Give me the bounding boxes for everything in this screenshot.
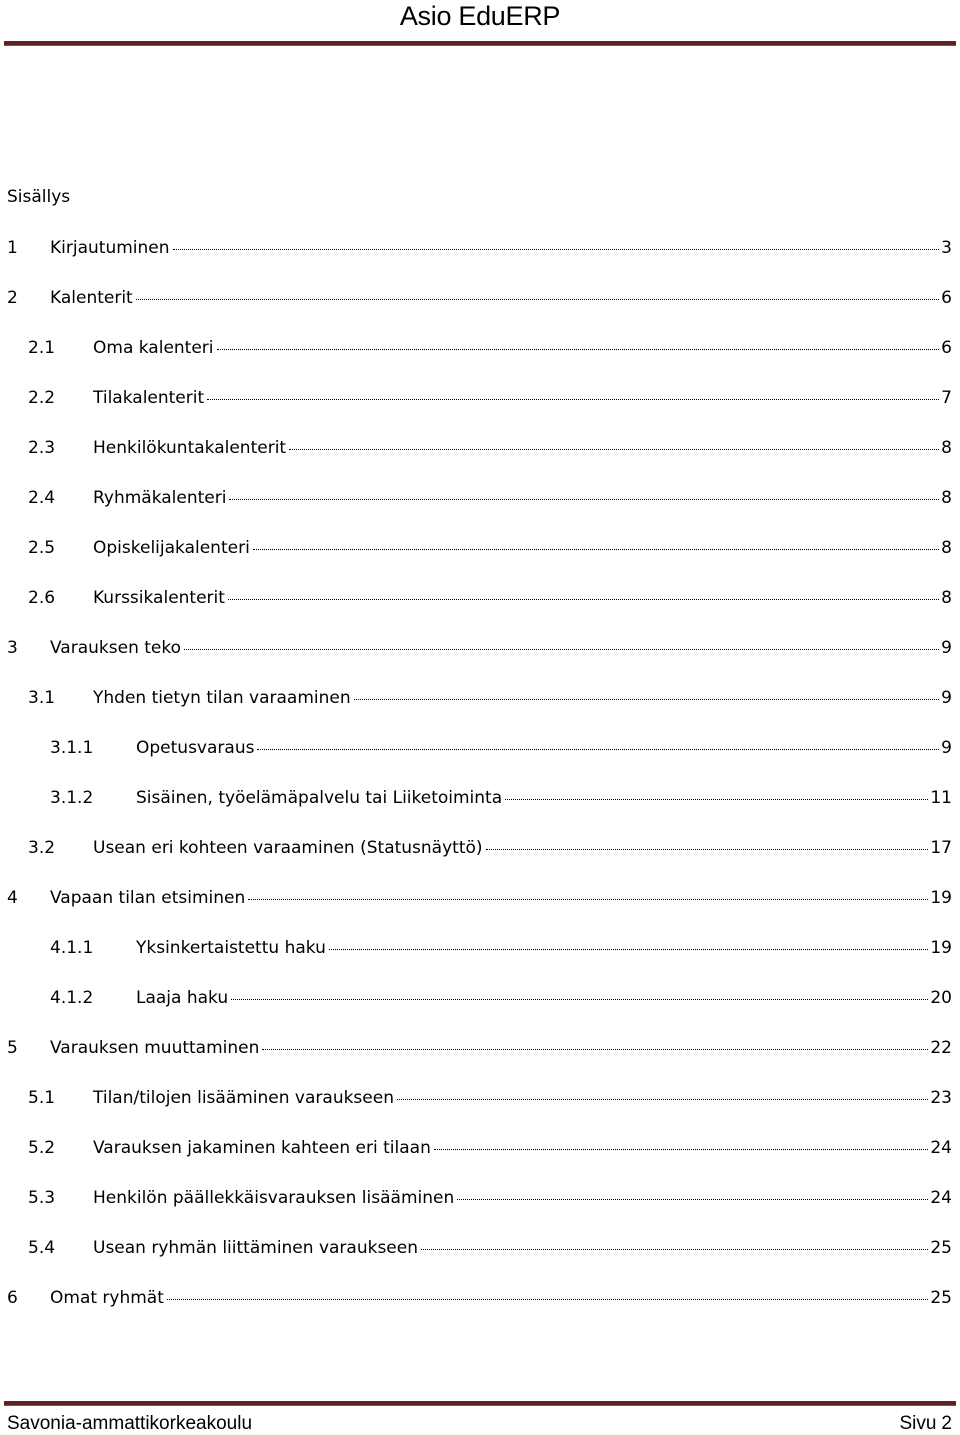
toc-entry-title: Omat ryhmät	[50, 1288, 164, 1308]
toc-dot-leader	[231, 998, 928, 1000]
toc-dot-leader	[136, 298, 939, 300]
toc-entry[interactable]	[0, 886, 952, 910]
footer-divider	[4, 1401, 956, 1406]
footer-page-label: Sivu	[899, 1413, 937, 1434]
toc-entry[interactable]	[0, 1086, 952, 1110]
toc-entry-number: 5.3	[28, 1188, 56, 1208]
toc-entry-page-number: 3	[941, 238, 952, 258]
toc-entry-title: Kurssikalenterit	[93, 588, 225, 608]
toc-entry-title: Yksinkertaistettu haku	[136, 938, 326, 958]
toc-entry-page-number: 7	[941, 388, 952, 408]
toc-entry-number: 5	[7, 1038, 18, 1058]
toc-entry-title: Laaja haku	[136, 988, 229, 1008]
toc-entry[interactable]	[0, 486, 952, 510]
toc-entry-number: 1	[7, 238, 18, 258]
toc-entry-title: Varauksen jakaminen kahteen eri tilaan	[93, 1138, 431, 1158]
toc-entry-title: Kalenterit	[50, 288, 133, 308]
toc-entry-title: Kirjautuminen	[50, 238, 170, 258]
toc-dot-leader	[253, 548, 939, 550]
toc-entry-number: 3.1.2	[50, 788, 94, 808]
toc-entry[interactable]	[0, 986, 952, 1010]
toc-entry-page-number: 24	[930, 1188, 952, 1208]
toc-dot-leader	[434, 1148, 929, 1150]
toc-entry[interactable]	[0, 436, 952, 460]
toc-entry-title: Vapaan tilan etsiminen	[50, 888, 246, 908]
toc-entry-number: 4	[7, 888, 18, 908]
toc-entry[interactable]	[0, 686, 952, 710]
toc-dot-leader	[217, 348, 940, 350]
toc-entry-page-number: 17	[930, 838, 952, 858]
toc-entry-number: 2.3	[28, 438, 56, 458]
toc-dot-leader	[229, 498, 939, 500]
toc-entry-number: 2.5	[28, 538, 56, 558]
toc-entry-title: Usean ryhmän liittäminen varaukseen	[93, 1238, 419, 1258]
toc-entry-number: 3.1.1	[50, 738, 94, 758]
toc-entry[interactable]	[0, 786, 952, 810]
toc-entry-number: 3.2	[28, 838, 56, 858]
toc-entry[interactable]	[0, 936, 952, 960]
toc-entry[interactable]	[0, 636, 952, 660]
toc-entry-number: 3	[7, 638, 18, 658]
toc-entry[interactable]	[0, 736, 952, 760]
toc-dot-leader	[457, 1198, 928, 1200]
footer-organization: Savonia-ammattikorkeakoulu	[7, 1413, 253, 1434]
toc-entry-number: 2.1	[28, 338, 56, 358]
toc-entry-page-number: 25	[930, 1288, 952, 1308]
toc-entry-number: 5.1	[28, 1088, 56, 1108]
toc-entry-page-number: 8	[941, 588, 952, 608]
toc-entry-title: Tilan/tilojen lisääminen varaukseen	[93, 1088, 394, 1108]
toc-dot-leader	[397, 1098, 928, 1100]
toc-dot-leader	[329, 948, 929, 950]
toc-entry-number: 5.2	[28, 1138, 56, 1158]
toc-entry-number: 4.1.2	[50, 988, 94, 1008]
toc-dot-leader	[257, 748, 939, 750]
toc-entry-page-number: 6	[941, 288, 952, 308]
toc-entry-title: Usean eri kohteen varaaminen (Statusnäyttö)	[93, 838, 483, 858]
toc-entry-page-number: 22	[930, 1038, 952, 1058]
toc-dot-leader	[248, 898, 928, 900]
toc-entry[interactable]	[0, 1136, 952, 1160]
toc-entry-title: Yhden tietyn tilan varaaminen	[93, 688, 351, 708]
toc-entry-page-number: 8	[941, 488, 952, 508]
toc-entry-page-number: 11	[930, 788, 952, 808]
toc-dot-leader	[421, 1248, 928, 1250]
toc-entry-page-number: 23	[930, 1088, 952, 1108]
toc-entry-title: Sisäinen, työelämäpalvelu tai Liiketoiminta	[136, 788, 503, 808]
toc-entry-number: 3.1	[28, 688, 56, 708]
toc-entry-page-number: 8	[941, 438, 952, 458]
toc-entry-page-number: 8	[941, 538, 952, 558]
toc-entry[interactable]	[0, 1286, 952, 1310]
toc-dot-leader	[354, 698, 940, 700]
toc-entry[interactable]	[0, 536, 952, 560]
toc-entry-number: 2.6	[28, 588, 56, 608]
toc-entry-page-number: 6	[941, 338, 952, 358]
toc-dot-leader	[228, 598, 939, 600]
toc-entry-number: 2	[7, 288, 18, 308]
toc-entry-page-number: 9	[941, 738, 952, 758]
toc-dot-leader	[184, 648, 939, 650]
toc-entry[interactable]	[0, 336, 952, 360]
toc-entry[interactable]	[0, 836, 952, 860]
toc-entry-number: 4.1.1	[50, 938, 94, 958]
toc-dot-leader	[173, 248, 940, 250]
toc-entry-title: Varauksen teko	[50, 638, 182, 658]
toc-entry-title: Opiskelijakalenteri	[93, 538, 250, 558]
footer-page-indicator	[894, 1413, 952, 1435]
toc-entry-number: 5.4	[28, 1238, 56, 1258]
toc-entry-page-number: 25	[930, 1238, 952, 1258]
toc-entry-title: Opetusvaraus	[136, 738, 255, 758]
toc-entry-number: 2.2	[28, 388, 56, 408]
toc-entry-title: Varauksen muuttaminen	[50, 1038, 260, 1058]
toc-entry-page-number: 20	[930, 988, 952, 1008]
toc-heading: Sisällys	[7, 187, 71, 207]
toc-entry-number: 6	[7, 1288, 18, 1308]
toc-dot-leader	[167, 1298, 928, 1300]
toc-entry-page-number: 19	[930, 938, 952, 958]
toc-entry-title: Henkilökuntakalenterit	[93, 438, 287, 458]
toc-entry-title: Tilakalenterit	[93, 388, 205, 408]
toc-dot-leader	[262, 1048, 928, 1050]
toc-entry-page-number: 9	[941, 638, 952, 658]
toc-entry[interactable]	[0, 386, 952, 410]
toc-entry[interactable]	[0, 586, 952, 610]
toc-entry[interactable]	[0, 1236, 952, 1260]
toc-dot-leader	[207, 398, 939, 400]
toc-entry-title: Oma kalenteri	[93, 338, 214, 358]
toc-dot-leader	[505, 798, 928, 800]
toc-entry[interactable]	[0, 236, 952, 260]
toc-entry-page-number: 9	[941, 688, 952, 708]
footer-page-number: 2	[941, 1413, 952, 1434]
toc-entry-title: Henkilön päällekkäisvarauksen lisääminen	[93, 1188, 455, 1208]
toc-entry[interactable]	[0, 1036, 952, 1060]
toc-entry[interactable]	[0, 1186, 952, 1210]
toc-entry-title: Ryhmäkalenteri	[93, 488, 227, 508]
toc-entry-number: 2.4	[28, 488, 56, 508]
toc-dot-leader	[289, 448, 939, 450]
document-header-title: Asio EduERP	[399, 1, 561, 31]
toc-entry[interactable]	[0, 286, 952, 310]
toc-entry-page-number: 24	[930, 1138, 952, 1158]
toc-entry-page-number: 19	[930, 888, 952, 908]
toc-dot-leader	[486, 848, 929, 850]
header-divider	[4, 41, 956, 46]
